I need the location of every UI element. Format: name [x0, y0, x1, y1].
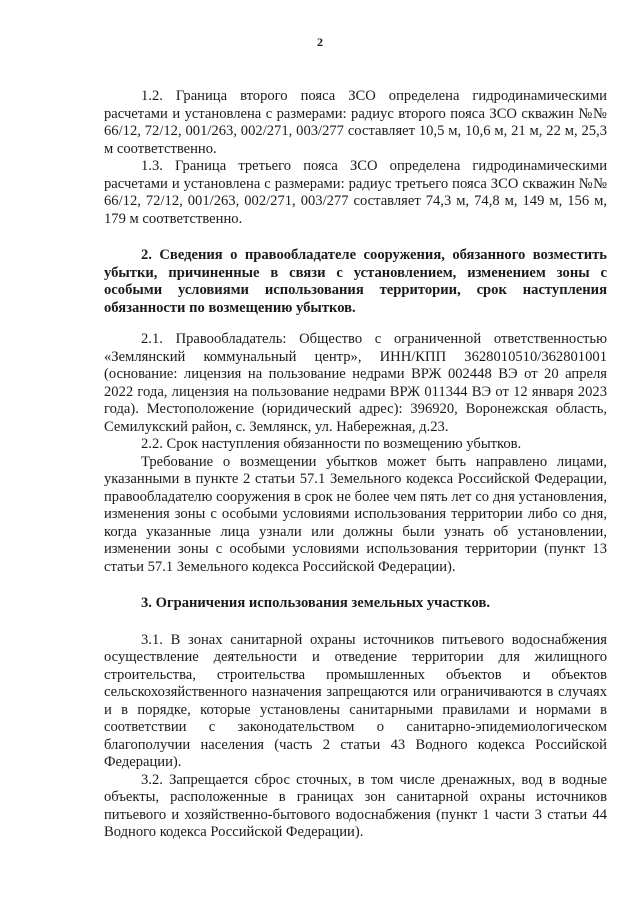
paragraph-1-2: 1.2. Граница второго пояса ЗСО определена гидродинамическими расчетами и установлена с размерами: радиус второго пояса ЗСО скважин №№ 66/12, 72/12, 001/263, 002/271, 003/277 составляет 10,5 м, 10,6 м, 21 м, 22 м, 25,3 м соответственно. [104, 88, 607, 157]
paragraph-2-2-text: Требование о возмещении убытков может быть направлено лицами, указанными в пункте 2 статьи 57.1 Земельного кодекса Российской Федерации, правообладателю сооружения в срок не более чем пять лет со дня установления, изменения зоны с особыми условиями использования территории либо со дня, когда указанные лица узнали или должны были узнать об установлении, изменении зоны с особыми условиями использования территории (пункт 13 статьи 57.1 Земельного кодекса Российской Федерации). [104, 453, 607, 575]
paragraph-1-3: 1.3. Граница третьего пояса ЗСО определена гидродинамическими расчетами и установлена с размерами: радиус третьего пояса ЗСО скважин №№ 66/12, 72/12, 001/263, 002/271, 003/277 составляет 74,3 м, 74,8 м, 149 м, 156 м, 179 м соответственно. [104, 158, 607, 227]
page-number: 2 [317, 35, 323, 49]
paragraph-3-1: 3.1. В зонах санитарной охраны источников питьевого водоснабжения осуществление деятельности и отведение территории для жилищного строительства, строительства промышленных объектов и объектов сельскохозяйственного назначения запрещаются или ограничиваются в случаях и в порядке, которые установлены санитарными правилами и нормами в соответствии с законодательством о санитарно-эпидемиологическом благополучии населения (часть 2 статьи 43 Водного кодекса Российской Федерации). [104, 631, 607, 770]
paragraph-3-2: 3.2. Запрещается сброс сточных, в том числе дренажных, вод в водные объекты, расположенные в границах зон санитарной охраны источников питьевого и хозяйственно-бытового водоснабжения (пункт 1 части 3 статьи 44 Водного кодекса Российской Федерации). [104, 771, 607, 840]
paragraph-2-1: 2.1. Правообладатель: Общество с ограниченной ответственностью «Землянский коммунальный центр», ИНН/КПП 3628010510/362801001 (основание: лицензия на пользование недрами ВРЖ 002448 ВЭ от 20 апреля 2022 года, лицензия на пользование недрами ВРЖ 011344 ВЭ от 12 января 2023 года). Местоположение (юридический адрес): 396920, Воронежская область, Семилукский район, с. Землянск, ул. Набережная, д.23. [104, 331, 607, 435]
paragraph-2-2: 2.2. Срок наступления обязанности по возмещению убытков. [141, 436, 522, 452]
section-heading-3: 3. Ограничения использования земельных участков. [141, 595, 490, 611]
section-heading-2: 2. Сведения о правообладателе сооружения, обязанного возместить убытки, причиненные в связи с установлением, изменением зоны с особыми условиями использования территории, срок наступления обязанности по возмещению убытков. [104, 247, 607, 316]
document-body [104, 88, 607, 842]
